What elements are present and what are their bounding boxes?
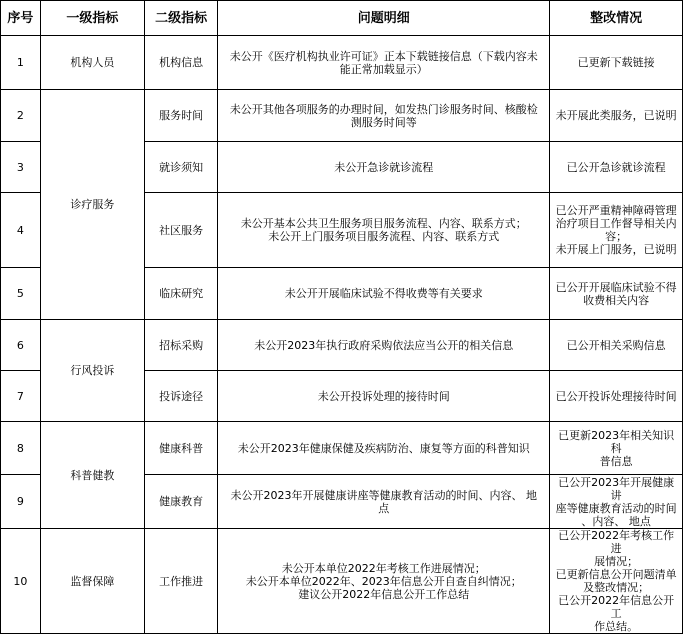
detail-line: 建议公开2022年信息公开工作总结 (298, 587, 470, 601)
row-num: 8 (1, 422, 41, 475)
fix-line: 已更新下载链接 (577, 56, 655, 69)
fix-cell (550, 268, 683, 320)
detail-line: 未公开2023年健康保健及疾病防治、康复等方面的科普知识 (237, 441, 530, 455)
level1-cell: 监督保障 (40, 529, 144, 634)
row-num: 9 (1, 475, 41, 529)
level1-cell: 科普健教 (40, 422, 144, 529)
fix-cell (550, 320, 683, 371)
table-row (1, 36, 683, 90)
fix-cell (550, 90, 683, 142)
level2-cell: 工作推进 (145, 529, 218, 634)
detail-line: 未公开开展临床试验不得收费等有关要求 (284, 287, 483, 300)
fix-cell (550, 529, 683, 634)
fix-line: 已公开严重精神障碍管理 (555, 204, 677, 217)
fix-line: 已公开投诉处理接待时间 (555, 389, 677, 403)
fix-line: 容； (605, 230, 628, 243)
level2-cell: 招标采购 (145, 320, 218, 371)
table-row (1, 90, 683, 142)
fix-line: 未开展上门服务，已说明 (555, 243, 677, 256)
detail-line: 未公开本单位2022年、2023年信息公开自查自纠情况； (245, 574, 522, 588)
header-num: 序号 (1, 1, 41, 36)
fix-line: 作总结。 (594, 620, 639, 633)
table-row (1, 422, 683, 475)
fix-line: 已公开开展临床试验不得 (555, 280, 677, 294)
fix-line: 收费相关内容 (583, 293, 650, 307)
fix-line: 普信息 (599, 454, 633, 468)
fix-line: 未开展此类服务，已说明 (555, 109, 677, 122)
detail-line: 未公开投诉处理的接待时间 (317, 389, 450, 403)
level1-cell: 诊疗服务 (40, 90, 144, 320)
detail-line: 能正常加载显示） (339, 62, 428, 76)
detail-cell (218, 422, 550, 475)
detail-cell (218, 268, 550, 320)
detail-line: 点 (378, 501, 390, 515)
fix-line: 已公开急诊就诊流程 (566, 160, 666, 174)
level2-cell: 健康科普 (145, 422, 218, 475)
fix-line: 已公开相关采购信息 (566, 338, 666, 352)
row-num: 7 (1, 371, 41, 422)
table-row (1, 320, 683, 371)
header-detail: 问题明细 (218, 1, 550, 36)
level2-cell: 服务时间 (145, 90, 218, 142)
row-num: 6 (1, 320, 41, 371)
level2-cell: 健康教育 (145, 475, 218, 529)
detail-line: 未公开基本公共卫生服务项目服务流程、内容、联系方式； (240, 217, 527, 230)
detail-line: 未公开上门服务项目服务流程、内容、联系方式 (268, 230, 500, 243)
level2-cell: 社区服务 (145, 193, 218, 268)
detail-cell (218, 475, 550, 529)
detail-cell (218, 371, 550, 422)
row-num: 2 (1, 90, 41, 142)
header-level2: 二级指标 (145, 1, 218, 36)
row-num: 10 (1, 529, 41, 634)
fix-line: 已公开2022年考核工作进 (558, 529, 675, 555)
fix-line: 已更新信息公开问题清单 (555, 568, 677, 581)
detail-cell (218, 90, 550, 142)
fix-cell (550, 475, 683, 529)
level2-cell: 机构信息 (145, 36, 218, 90)
row-num: 1 (1, 36, 41, 90)
fix-line: 、内容、 地点 (581, 514, 651, 528)
detail-cell (218, 36, 550, 90)
table-row (1, 529, 683, 634)
detail-line: 未公开2023年执行政府采购依法应当公开的相关信息 (254, 338, 514, 352)
fix-line: 已更新2023年相关知识科 (558, 428, 675, 455)
detail-line: 未公开急诊就诊流程 (334, 160, 434, 174)
row-num: 3 (1, 142, 41, 193)
detail-line: 未公开2023年开展健康讲座等健康教育活动的时间、内容、 地 (230, 488, 538, 502)
fix-cell (550, 371, 683, 422)
fix-line: 已公开2022年信息公开工 (558, 594, 675, 620)
level1-cell: 机构人员 (40, 36, 144, 90)
detail-line: 未公开本单位2022年考核工作进展情况； (281, 561, 486, 575)
header-row (1, 1, 683, 36)
detail-cell (218, 142, 550, 193)
level2-cell: 投诉途径 (145, 371, 218, 422)
fix-cell (550, 422, 683, 475)
detail-line: 未公开《医疗机构执业许可证》正本下载链接信息（下载内容未 (229, 49, 538, 63)
fix-cell (550, 142, 683, 193)
detail-cell (218, 193, 550, 268)
level1-cell: 行风投诉 (40, 320, 144, 422)
row-num: 5 (1, 268, 41, 320)
detail-cell (218, 320, 550, 371)
header-fix: 整改情况 (550, 1, 683, 36)
fix-line: 展情况； (594, 555, 639, 568)
level2-cell: 临床研究 (145, 268, 218, 320)
fix-line: 座等健康教育活动的时间 (555, 501, 677, 515)
fix-line: 及整改情况； (583, 581, 650, 594)
fix-cell (550, 36, 683, 90)
level2-cell: 就诊须知 (145, 142, 218, 193)
row-num: 4 (1, 193, 41, 268)
fix-line: 治疗项目工作督导相关内 (555, 217, 677, 230)
detail-cell (218, 529, 550, 634)
detail-line: 未公开其他各项服务的办理时间，如发热门诊服务时间、核酸检 (229, 102, 538, 116)
header-level1: 一级指标 (40, 1, 144, 36)
fix-cell (550, 193, 683, 268)
fix-line: 已公开2023年开展健康讲 (558, 475, 675, 502)
detail-line: 测服务时间等 (350, 115, 417, 129)
